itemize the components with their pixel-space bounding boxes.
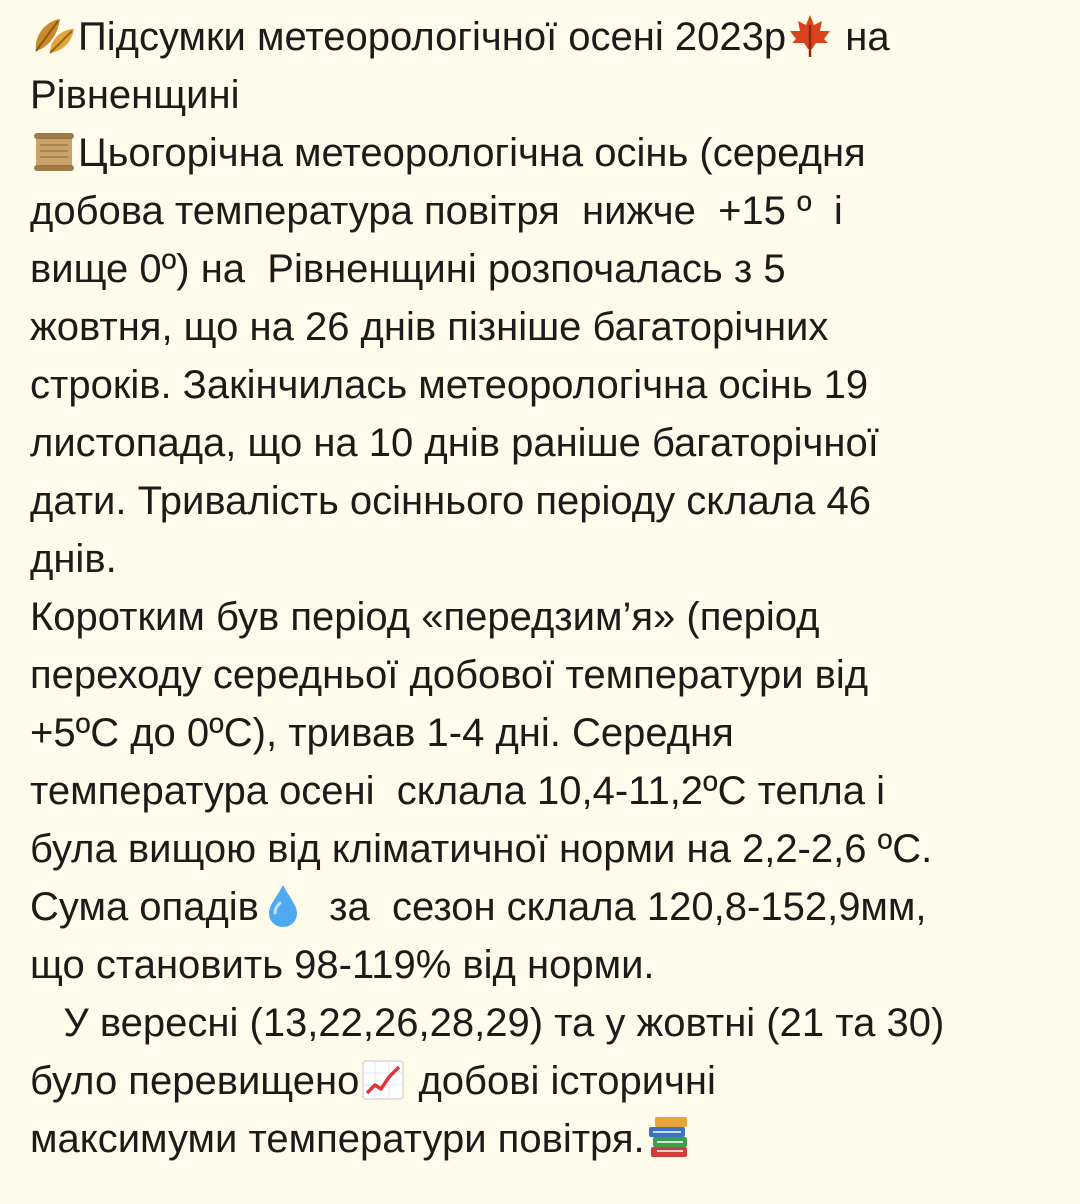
post-body-line: максимуми температури повітря. [30,1110,1070,1168]
post-body-line: переходу середньої добової температури від [30,653,869,697]
scroll-icon [30,127,78,175]
post-title-line-1: Підсумки метеорологічної осені 2023р на [30,8,1070,66]
post-body-line: дати. Тривалість осіннього періоду склала 46 [30,479,871,523]
post-body-line: вище 0º) на Рівненщині розпочалась з 5 [30,247,786,291]
maple-leaf-icon [786,11,834,59]
post-body-line: температура осені склала 10,4-11,2ºС тепла і [30,769,886,813]
post-body-line: жовтня, що на 26 днів пізніше багаторічних [30,305,829,349]
post-body-line: Коротким був період «передзим’я» (період [30,595,820,639]
post-body-line: Сума опадів за сезон склала 120,8-152,9мм, [30,878,1070,936]
post-body-line: добова температура повітря нижче +15 º і [30,189,843,233]
post-body-line: днів. [30,537,117,581]
post-title-line-2: Рівненщині [30,73,240,117]
post-body-line: листопада, що на 10 днів раніше багаторічної [30,421,879,465]
post-body-line: У вересні (13,22,26,28,29) та у жовтні (21 та 30) [30,1001,945,1045]
post-body-line: +5ºС до 0ºС), тривав 1-4 дні. Середня [30,711,734,755]
books-icon [645,1113,693,1161]
fallen-leaf-icon [30,11,78,59]
chart-increasing-icon [359,1055,407,1103]
droplet-icon [259,881,307,929]
post-body-line: була вищою від кліматичної норми на 2,2-2,6 ºС. [30,827,933,871]
post-text [30,8,1070,1168]
post-body-line: що становить 98-119% від норми. [30,943,655,987]
post-body-line: Цьогорічна метеорологічна осінь (середня [30,124,1070,182]
post-body-line: було перевищено добові історичні [30,1052,1070,1110]
post-body-line: строків. Закінчилась метеорологічна осінь 19 [30,363,869,407]
